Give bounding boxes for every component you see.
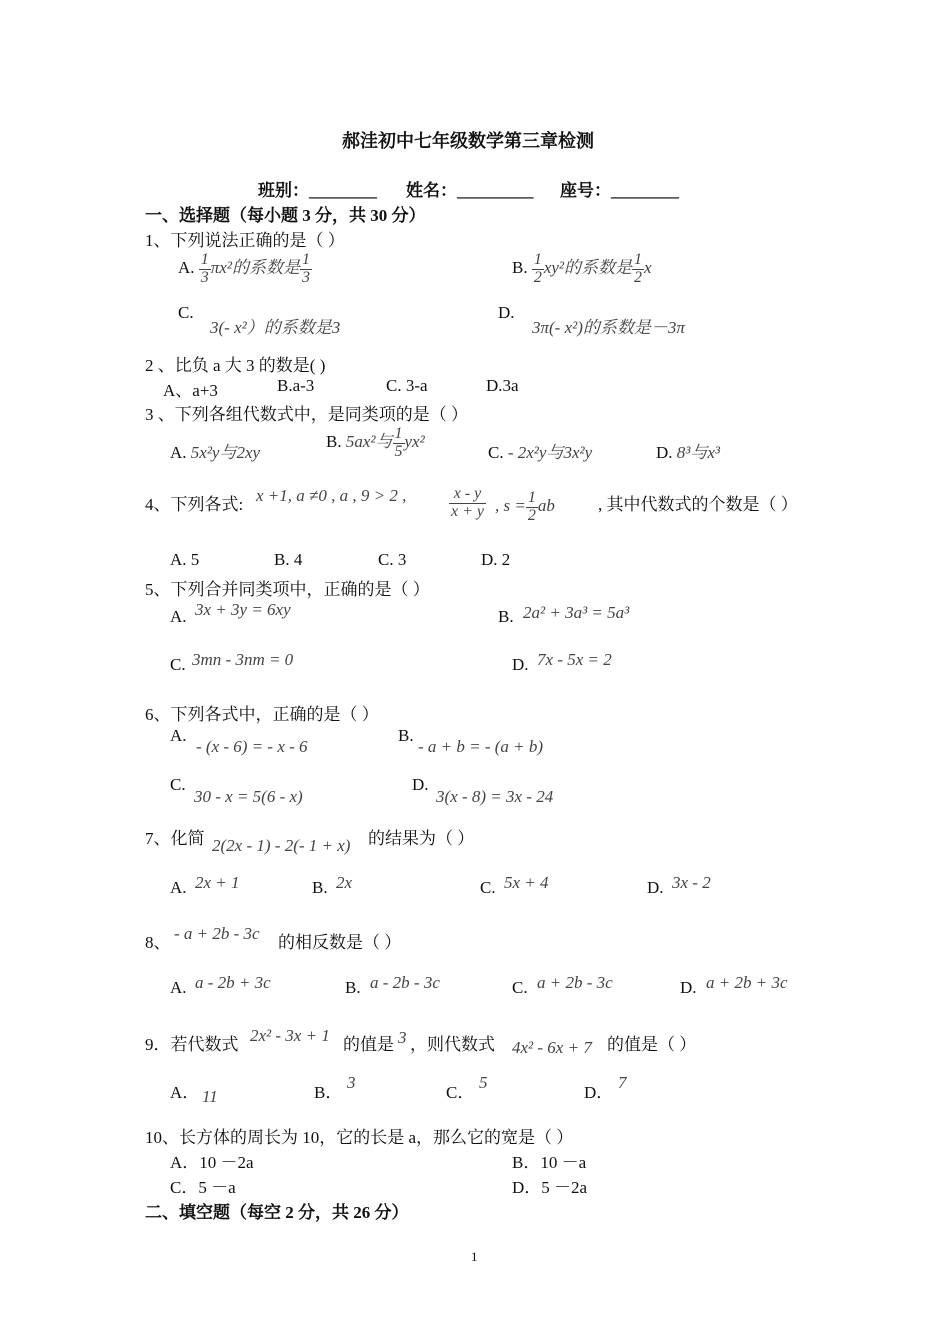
q6-stem: 6、下列各式中，正确的是（ ） [145,705,379,724]
q5-a-label[interactable]: A. [170,607,187,626]
q3-option-c[interactable] [488,438,592,463]
q1-a-fraction: $\frac{1}{3}$ [200,251,209,286]
q9-b-label[interactable]: B． [314,1083,343,1102]
q8-expr: - a + 2b - 3c [174,924,260,943]
q9-mid2: ，则代数式 [410,1035,495,1054]
q10-option-a[interactable]: A．10 －2a [170,1153,254,1172]
q6-d-label[interactable]: D. [412,775,429,794]
class-field[interactable]: 班别：________ [258,181,377,200]
q3-d-label: D. [656,443,673,462]
q4-option-d[interactable]: D. 2 [481,550,511,569]
q9-d-text: 7 [618,1073,627,1092]
q8-d-label[interactable]: D. [680,978,697,997]
q1-b-fraction2: $\frac{1}{2}$ [634,251,643,286]
q8-a-text: a - 2b + 3c [195,973,271,992]
q6-c-text: 30 - x = 5(6 - x) [194,787,303,806]
q7-stem-post: 的结果为（ ） [368,829,475,848]
q7-d-label[interactable]: D. [647,878,664,897]
q1-c-text: 3(- x²）的系数是3 [210,318,341,337]
q2-option-a[interactable]: A、a+3 [163,381,218,400]
q7-a-text: 2x + 1 [195,873,240,892]
q1-b-label: B. [512,258,528,278]
q9-a-text: 11 [202,1087,218,1106]
q5-c-label[interactable]: C. [170,655,186,674]
q3-option-a[interactable] [170,438,260,463]
q6-a-text: - (x - 6) = - x - 6 [196,737,308,756]
q3-stem: 3 、下列各组代数式中，是同类项的是（ ） [145,405,468,424]
q7-c-label[interactable]: C. [480,878,496,897]
q3-option-b[interactable] [326,426,425,461]
q7-c-text: 5x + 4 [504,873,549,892]
q10-stem: 10、长方体的周长为 10，它的长是 a，那么它的宽是（ ） [145,1128,574,1147]
q3-b-text1: 5ax²与 [345,432,393,452]
q9-stem-post: 的值是（ ） [607,1035,697,1054]
q6-b-label[interactable]: B. [398,726,414,745]
q9-d-label[interactable]: D． [584,1083,614,1102]
q1-option-a[interactable] [178,252,312,287]
q4-items: x +1, a ≠0 , a , 9 > 2 , [256,486,407,505]
q8-a-label[interactable]: A. [170,978,187,997]
q1-b-text: xy²的系数是 [543,258,633,278]
section2-heading: 二、填空题（每空 2 分，共 26 分） [145,1203,409,1222]
q4-option-a[interactable]: A. 5 [170,550,200,569]
q3-c-label: C. [488,443,504,462]
name-field[interactable]: 姓名：_________ [406,181,534,200]
q4-frac-denominator: x + y [451,502,484,520]
q1-a-label: A. [178,258,195,278]
q4-option-c[interactable]: C. 3 [378,550,407,569]
q3-b-fraction: $\frac{1}{5}$ [394,425,403,460]
seat-field[interactable]: 座号：________ [560,181,679,200]
q3-d-text: 8³与x³ [676,443,721,462]
q3-a-text: 5x²y与2xy [190,443,261,462]
page-number: 1 [471,1249,478,1264]
q6-c-label[interactable]: C. [170,775,186,794]
q8-stem-pre: 8、 [145,933,171,952]
q7-a-label[interactable]: A. [170,878,187,897]
q8-b-label[interactable]: B. [345,978,361,997]
q9-c-label[interactable]: C． [446,1083,475,1102]
q1-d-text: 3π(- x²)的系数是－3π [532,318,685,337]
q9-expr1: 2x² - 3x + 1 [250,1026,330,1045]
q5-c-text: 3mn - 3nm = 0 [192,650,294,669]
q6-d-text: 3(x - 8) = 3x - 24 [436,787,554,806]
q6-a-label[interactable]: A. [170,726,187,745]
q4-stem-post: , 其中代数式的个数是（ ） [598,495,798,514]
q8-d-text: a + 2b + 3c [706,973,788,992]
q1-b-tail: x [644,258,652,278]
q5-d-text: 7x - 5x = 2 [537,650,612,669]
q2-option-b[interactable]: B.a-3 [277,376,315,395]
q1-option-b[interactable] [512,252,652,287]
q5-b-label[interactable]: B. [498,607,514,626]
q1-c-label[interactable]: C. [178,303,194,322]
q4-stem-pre: 4、下列各式: [145,495,244,514]
q1-a-text: πx²的系数是 [210,258,300,278]
q9-expr2: 4x² - 6x + 7 [512,1038,592,1057]
q9-a-label[interactable]: A． [170,1083,200,1102]
q5-d-label[interactable]: D. [512,655,529,674]
q3-b-text2: yx² [404,432,425,452]
q8-c-text: a + 2b - 3c [537,973,613,992]
q7-d-text: 3x - 2 [672,873,711,892]
q2-option-d[interactable]: D.3a [486,376,519,395]
q1-stem: 1、下列说法正确的是（ ） [145,231,345,250]
q1-d-label[interactable]: D. [498,303,515,322]
page-title: 郝洼初中七年级数学第三章检测 [342,131,594,151]
q4-s-expr: , s = $\frac{1}{2}$ ab [495,489,555,524]
q3-b-label: B. [326,432,342,452]
q3-a-label: A. [170,443,187,462]
q10-option-d[interactable]: D．5 －2a [512,1178,588,1197]
q3-c-text: - 2x²y与3x²y [507,443,593,462]
q9-b-text: 3 [347,1073,356,1092]
q9-value: 3 [398,1028,407,1047]
q5-b-text: 2a² + 3a³ = 5a³ [523,603,630,622]
q7-b-label[interactable]: B. [312,878,328,897]
q10-option-b[interactable]: B．10 －a [512,1153,587,1172]
q9-mid1: 的值是 [343,1035,394,1054]
q9-c-text: 5 [479,1073,488,1092]
q5-a-text: 3x + 3y = 6xy [195,600,291,619]
q5-stem: 5、下列合并同类项中，正确的是（ ） [145,580,430,599]
q7-expr: 2(2x - 1) - 2(- 1 + x) [212,836,351,855]
section1-heading: 一、选择题（每小题 3 分，共 30 分） [145,206,426,225]
q4-fraction [449,486,486,521]
q7-stem-pre: 7、化简 [145,829,205,848]
q9-stem-pre: 9．若代数式 [145,1035,239,1054]
q4-option-b[interactable]: B. 4 [274,550,303,569]
q10-option-c[interactable]: C．5 －a [170,1178,236,1197]
q8-b-text: a - 2b - 3c [370,973,440,992]
q7-b-text: 2x [336,873,353,892]
q3-option-d[interactable] [656,438,720,463]
q8-c-label[interactable]: C. [512,978,528,997]
q1-b-fraction: $\frac{1}{2}$ [533,251,542,286]
q6-b-text: - a + b = - (a + b) [418,737,544,756]
q2-stem: 2 、比负 a 大 3 的数是( ) [145,356,326,375]
q8-stem-post: 的相反数是（ ） [278,933,402,952]
q4-frac-numerator: x - y [449,486,486,504]
q1-a-fraction2: $\frac{1}{3}$ [301,251,310,286]
q2-option-c[interactable]: C. 3-a [386,376,428,395]
